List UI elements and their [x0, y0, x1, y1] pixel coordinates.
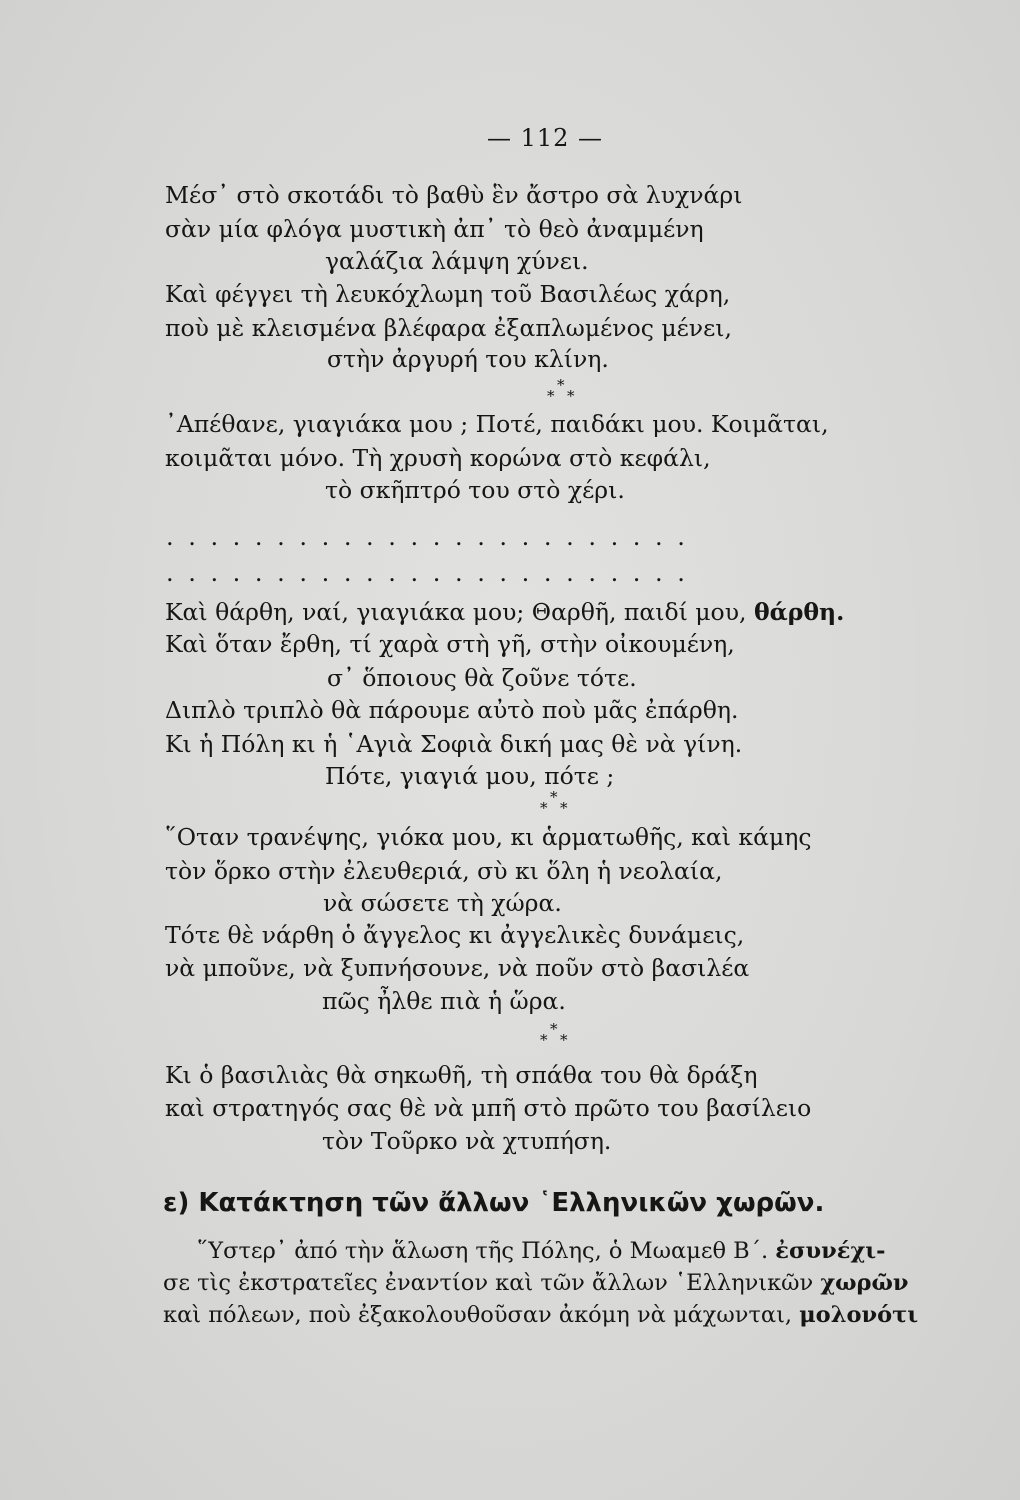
verse-line: πῶς ἦλθε πιὰ ἡ ὥρα. — [322, 987, 566, 1015]
verse-line: Μέσ᾽ στὸ σκοτάδι τὸ βαθὺ ἓν ἄστρο σὰ λυχνάρι — [165, 181, 743, 209]
verse-line: ῞Οταν τρανέψης, γιόκα μου, κι ἁρματωθῆς, καὶ κάμης — [165, 823, 812, 851]
prose-line: ῞Υστερ᾽ ἀπό τὴν ἅλωση τῆς Πόλης, ὁ Μωαμεθ Β΄. ἐσυνέχι- — [197, 1238, 886, 1264]
verse-line-bold-word: θάρθη. — [753, 598, 845, 626]
verse-line: νὰ μποῦνε, νὰ ξυπνήσουνε, νὰ ποῦν στὸ βασιλέα — [165, 954, 750, 982]
verse-line: Καὶ θάρθη, ναί, γιαγιάκα μου; Θαρθῆ, παιδί μου, θάρθη. — [165, 598, 845, 626]
asterism-divider: * * * — [540, 1020, 568, 1049]
asterism-divider: * * * — [547, 376, 575, 405]
ellipsis-row: ........................ — [166, 523, 700, 551]
verse-line: στὴν ἀργυρή του κλίνη. — [327, 345, 609, 373]
verse-line: τὸν ὅρκο στὴν ἐλευθεριά, σὺ κι ὅλη ἡ νεολαία, — [165, 857, 723, 885]
ellipsis-row: ........................ — [166, 559, 700, 587]
verse-line: καὶ στρατηγός σας θὲ νὰ μπῆ στὸ πρῶτο του βασίλειο — [165, 1094, 812, 1122]
verse-line: σ᾽ ὅποιους θὰ ζοῦνε τότε. — [327, 664, 637, 692]
prose-bold-word: μολονότι — [799, 1302, 919, 1328]
verse-line: τὸν Τοῦρκο νὰ χτυπήση. — [322, 1127, 612, 1155]
verse-line: Κι ὁ βασιλιὰς θὰ σηκωθῆ, τὴ σπάθα του θὰ δράξη — [165, 1061, 758, 1089]
prose-bold-word: χωρῶν — [820, 1270, 909, 1296]
verse-line: Καὶ φέγγει τὴ λευκόχλωμη τοῦ Βασιλέως χάρη, — [165, 280, 731, 308]
verse-line: Τότε θὲ νάρθη ὁ ἄγγελος κι ἀγγελικὲς δυνάμεις, — [165, 921, 745, 949]
prose-line: καὶ πόλεων, ποὺ ἐξακολουθοῦσαν ἀκόμη νὰ μάχωνται, μολονότι — [163, 1302, 919, 1328]
page-number: — 112 — — [486, 124, 604, 152]
verse-line: νὰ σώσετε τὴ χώρα. — [323, 889, 562, 917]
verse-line: σὰν μία φλόγα μυστικὴ ἀπ᾽ τὸ θεὸ ἀναμμένη — [165, 215, 704, 243]
prose-line: σε τὶς ἐκστρατεῖες ἐναντίον καὶ τῶν ἄλλων ῾Ελληνικῶν χωρῶν — [163, 1270, 909, 1296]
verse-line: ποὺ μὲ κλεισμένα βλέφαρα ἐξαπλωμένος μένει, — [165, 314, 732, 342]
verse-line: Κι ἡ Πόλη κι ἡ ῾Αγιὰ Σοφιὰ δική μας θὲ νὰ γίνη. — [165, 730, 743, 758]
verse-line: κοιμᾶται μόνο. Τὴ χρυσὴ κορώνα στὸ κεφάλι, — [165, 444, 711, 472]
asterism-divider: * * * — [540, 788, 568, 817]
prose-bold-word: ἐσυνέχι- — [775, 1238, 886, 1264]
section-heading: ε) Κατάκτηση τῶν ἄλλων ῾Ελληνικῶν χωρῶν. — [163, 1188, 825, 1218]
verse-line: Πότε, γιαγιά μου, πότε ; — [325, 762, 615, 790]
verse-line: τὸ σκῆπτρό του στὸ χέρι. — [325, 476, 625, 504]
verse-line: Καὶ ὅταν ἔρθη, τί χαρὰ στὴ γῆ, στὴν οἰκουμένη, — [165, 630, 735, 658]
verse-line: γαλάζια λάμψη χύνει. — [325, 247, 589, 275]
verse-line: ᾽Απέθανε, γιαγιάκα μου ; Ποτέ, παιδάκι μου. Κοιμᾶται, — [165, 410, 829, 438]
verse-line: Διπλὸ τριπλὸ θὰ πάρουμε αὐτὸ ποὺ μᾶς ἐπάρθη. — [165, 696, 739, 724]
